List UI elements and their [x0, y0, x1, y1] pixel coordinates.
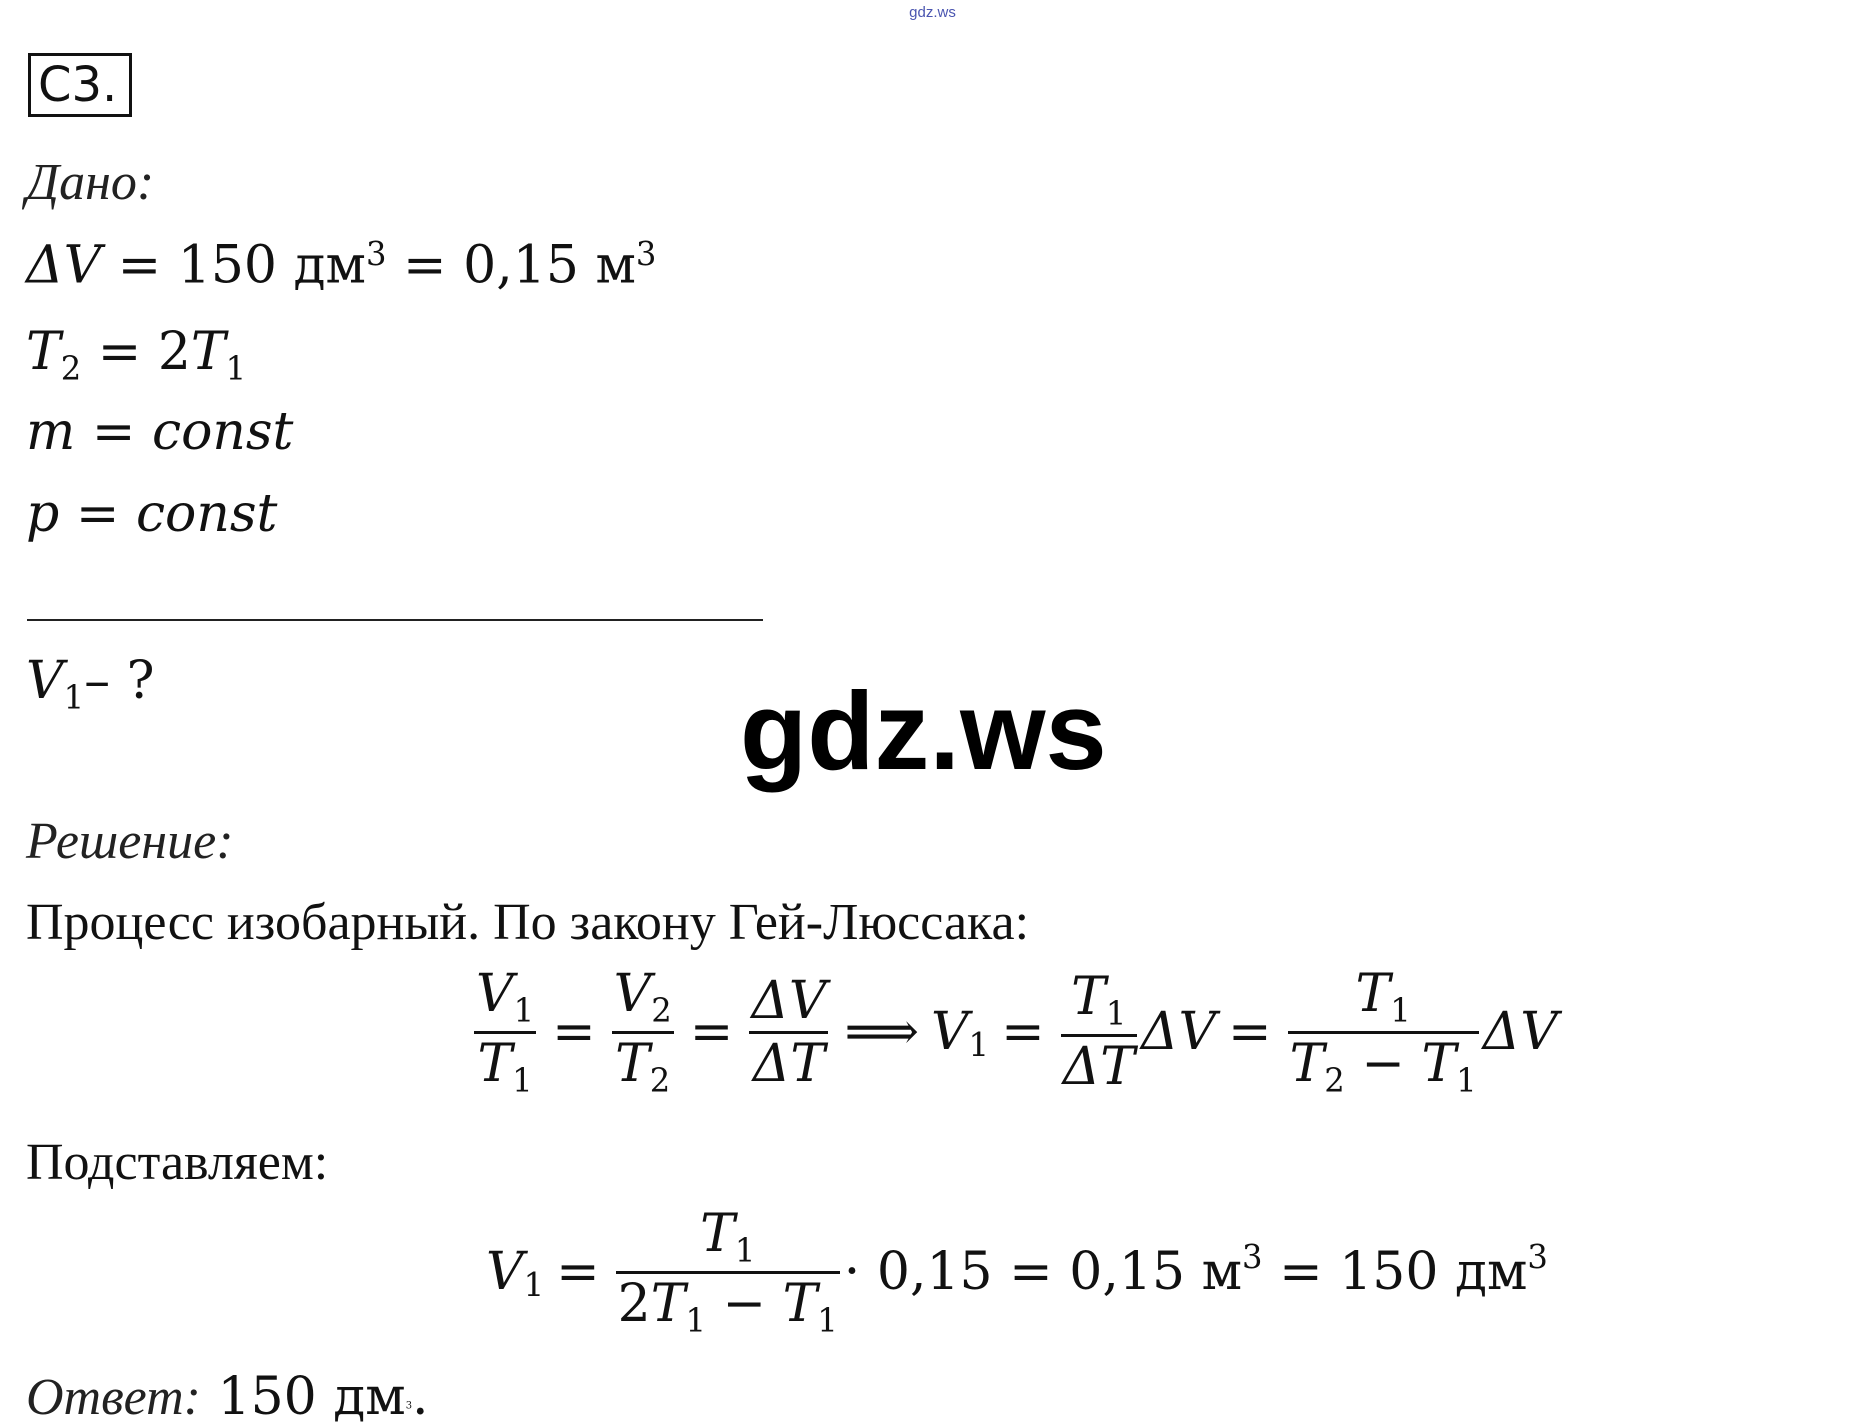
exponent: 3	[366, 235, 387, 273]
minus-sign: −	[722, 1273, 767, 1334]
var-t: T	[700, 1204, 735, 1264]
const-word: const	[135, 484, 278, 544]
equals-sign: =	[552, 1002, 596, 1063]
solution-intro-text: Процесс изобарный. По закону Гей-Люссака:	[26, 894, 1030, 951]
exponent: 3	[1242, 1237, 1263, 1276]
find-line	[26, 651, 155, 717]
subscript: 1	[685, 1300, 706, 1339]
delta-symbol: Δ	[752, 1033, 791, 1094]
subscript: 1	[968, 1025, 990, 1064]
given-mass-const	[26, 402, 294, 462]
answer-colon: :	[183, 1369, 201, 1426]
delta-symbol: Δ	[1140, 1002, 1179, 1063]
var-v: V	[1520, 1002, 1558, 1063]
problem-number: С3.	[38, 57, 118, 113]
var-v: V	[476, 964, 514, 1024]
gay-lussac-formula	[470, 964, 1558, 1099]
var-v: V	[788, 970, 827, 1031]
equals: =	[59, 484, 136, 544]
subscript: 1	[225, 349, 247, 388]
minus-sign: −	[1361, 1033, 1405, 1094]
subscript: 1	[512, 1060, 533, 1099]
temp-var: T	[190, 322, 226, 382]
solution-heading-text: Решение	[26, 813, 217, 870]
solution-heading-colon: :	[216, 813, 234, 870]
var-t: T	[615, 1033, 650, 1094]
given-volume-change	[26, 235, 657, 296]
equals-sign: =	[556, 1242, 600, 1303]
mass-var: m	[26, 402, 76, 462]
given-temperature-relation	[26, 322, 247, 388]
delta-symbol: Δ	[1482, 1002, 1521, 1063]
var-t: T	[1100, 1036, 1135, 1097]
fraction-t1-dt	[1061, 967, 1137, 1097]
subscript: 1	[734, 1231, 756, 1270]
equals: =	[75, 402, 152, 462]
var-t: T	[650, 1273, 686, 1334]
const-word: const	[151, 402, 294, 462]
fraction-v1-t1	[474, 964, 536, 1099]
result-value-dm: = 150 дм	[1262, 1242, 1528, 1303]
volume-var: V	[26, 651, 64, 711]
volume-value-dm: = 150 дм	[101, 235, 366, 296]
exponent: 3	[1527, 1237, 1548, 1276]
coefficient: 2	[617, 1273, 651, 1334]
delta-symbol: Δ	[1062, 1036, 1101, 1097]
var-t: T	[1421, 1033, 1457, 1094]
subscript: 1	[817, 1300, 838, 1339]
subscript: 1	[1390, 991, 1411, 1030]
equals-coef: = 2	[81, 322, 191, 382]
subscript: 2	[60, 349, 82, 388]
equals-sign: =	[689, 1002, 734, 1063]
subscript: 2	[1324, 1060, 1345, 1099]
given-heading-colon: :	[136, 154, 155, 211]
var-v: V	[613, 964, 652, 1024]
find-question: – ?	[84, 651, 155, 711]
subscript: 1	[63, 678, 85, 717]
volume-value-m: = 0,15 м	[386, 235, 636, 296]
fraction-t1-2t1-minus-t1	[616, 1204, 840, 1339]
subscript: 1	[523, 1265, 545, 1304]
var-t: T	[782, 1273, 818, 1334]
given-heading-text: Дано	[26, 154, 137, 211]
fraction-v2-t2	[612, 964, 674, 1099]
given-divider-line	[27, 619, 763, 621]
answer-line	[26, 1368, 429, 1427]
exponent: 3	[635, 235, 657, 273]
var-t: T	[477, 1033, 513, 1094]
fraction-t1-t2-minus-t1	[1288, 964, 1479, 1099]
answer-label: Ответ	[26, 1369, 184, 1426]
var-t: T	[1289, 1033, 1325, 1094]
site-mark: gdz.ws	[909, 4, 956, 21]
subscript: 1	[1456, 1060, 1477, 1099]
exponent: 3	[405, 1400, 413, 1412]
var-t: T	[790, 1033, 825, 1094]
delta-symbol: Δ	[751, 970, 789, 1031]
substitute-text: Подставляем:	[26, 1134, 329, 1191]
var-t: T	[1071, 967, 1106, 1028]
equals-sign: =	[1001, 1002, 1045, 1063]
fraction-dv-dt	[749, 970, 828, 1094]
result-value-m: · 0,15 = 0,15 м	[843, 1242, 1243, 1303]
delta-symbol: Δ	[26, 235, 64, 296]
var-v: V	[486, 1242, 524, 1303]
subscript: 2	[651, 991, 672, 1030]
var-v: V	[1178, 1002, 1217, 1063]
pressure-var: p	[26, 484, 60, 544]
volume-var: V	[63, 235, 102, 296]
answer-end: .	[412, 1367, 429, 1427]
substitution-formula	[486, 1204, 1548, 1339]
given-heading	[26, 153, 154, 212]
temp-var: T	[26, 322, 61, 382]
given-pressure-const	[26, 484, 278, 544]
watermark: gdz.ws	[740, 670, 1107, 793]
subscript: 1	[1105, 994, 1127, 1033]
subscript: 1	[513, 991, 535, 1030]
solution-heading	[26, 812, 234, 871]
var-t: T	[1355, 964, 1391, 1024]
subscript: 2	[649, 1060, 671, 1099]
implies-arrow: ⟹	[844, 1002, 919, 1063]
equals-sign: =	[1228, 1002, 1272, 1063]
var-v: V	[930, 1002, 969, 1063]
answer-value: 150 дм	[200, 1367, 406, 1427]
